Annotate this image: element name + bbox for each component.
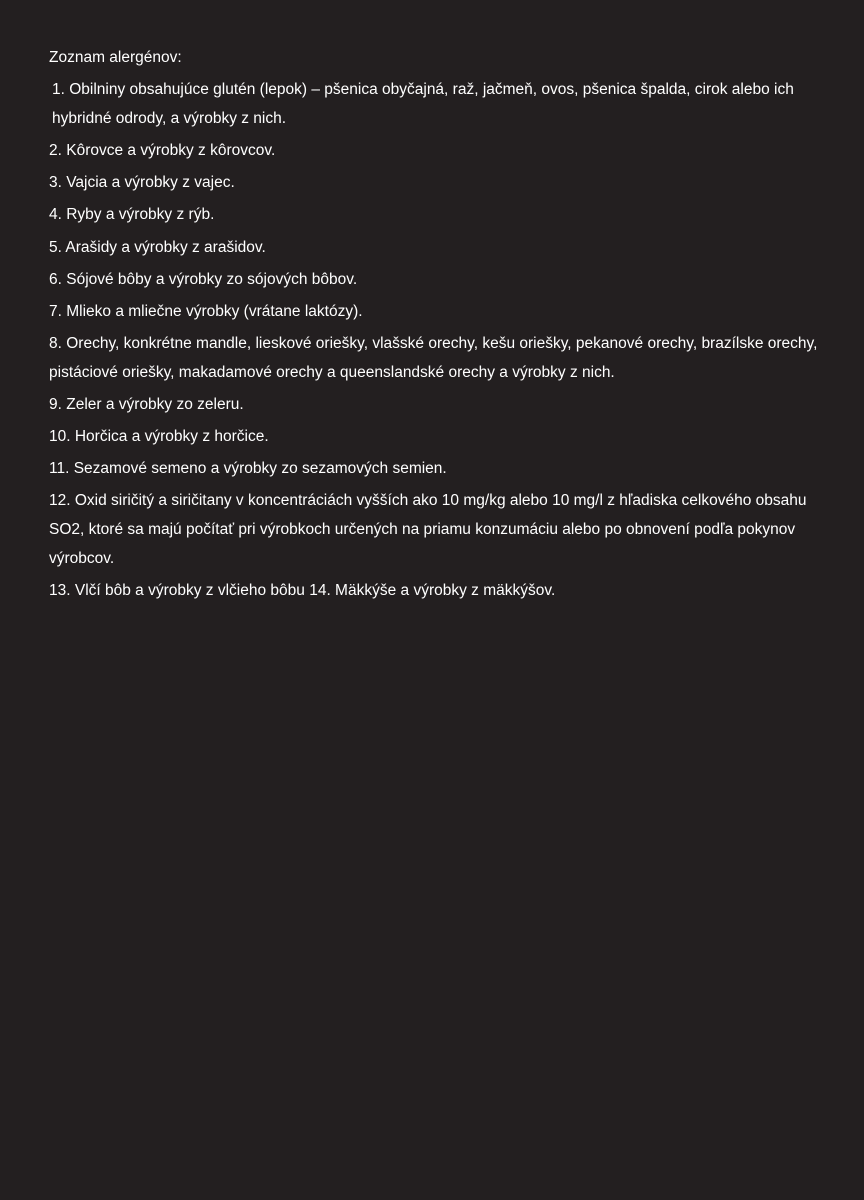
allergen-item-2: 2. Kôrovce a výrobky z kôrovcov. — [49, 141, 276, 159]
allergen-document — [49, 44, 829, 609]
allergen-item-3: 3. Vajcia a výrobky z vajec. — [49, 174, 235, 192]
allergen-item-7: 7. Mlieko a mliečne výrobky (vrátane laktózy). — [49, 302, 363, 320]
allergen-item-10: 10. Horčica a výrobky z horčice. — [49, 428, 269, 446]
allergen-item-5: 5. Arašidy a výrobky z arašidov. — [49, 238, 266, 256]
allergen-item-12: 12. Oxid siričitý a siričitany v koncentráciách vyšších ako 10 mg/kg alebo 10 mg/l z hľadiska celkového obsahu SO2, ktoré sa majú počítať pri výrobkoch určených na priamu konzumáciu alebo po obnovení podľa pokynov výrobcov. — [49, 492, 807, 567]
allergen-item-13: 13. Vlčí bôb a výrobky z vlčieho bôbu 14. Mäkkýše a výrobky z mäkkýšov. — [49, 581, 556, 599]
allergen-item-9: 9. Zeler a výrobky zo zeleru. — [49, 395, 244, 413]
allergen-item-6: 6. Sójové bôby a výrobky zo sójových bôbov. — [49, 270, 358, 288]
document-title: Zoznam alergénov: — [49, 49, 182, 66]
allergen-item-8: 8. Orechy, konkrétne mandle, lieskové oriešky, vlašské orechy, kešu oriešky, pekanové orechy, brazílske orechy, pistáciové oriešky, makadamové orechy a queenslandské orechy a výrobky z nich. — [49, 335, 818, 381]
allergen-item-4: 4. Ryby a výrobky z rýb. — [49, 206, 215, 224]
allergen-item-1: 1. Obilniny obsahujúce glutén (lepok) – pšenica obyčajná, raž, jačmeň, ovos, pšenica špalda, cirok alebo ich hybridné odrody, a výrobky z nich. — [52, 81, 794, 127]
allergen-item-11: 11. Sezamové semeno a výrobky zo sezamových semien. — [49, 460, 447, 478]
